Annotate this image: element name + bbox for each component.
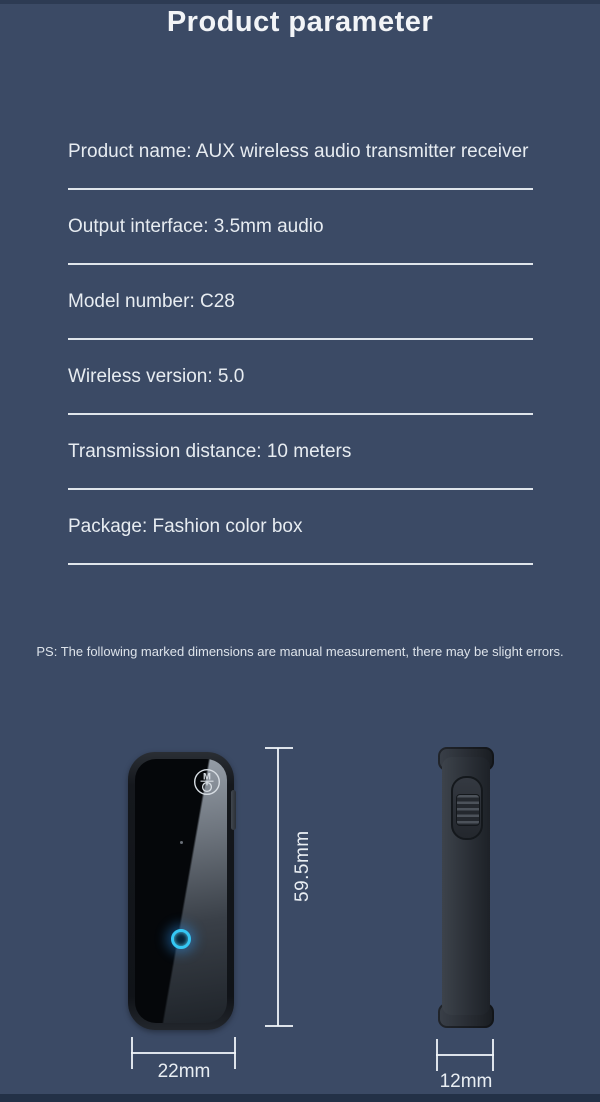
spec-row [68, 206, 533, 281]
spec-list [68, 131, 533, 581]
spec-row [68, 506, 533, 581]
device-front-face [135, 759, 227, 1023]
bottom-darker-strip [0, 1094, 600, 1102]
dimension-cap-top [265, 747, 293, 749]
height-dimension-label: 59.5mm [292, 830, 313, 902]
brand-logo-letter: M [203, 771, 211, 783]
spec-row [68, 131, 533, 206]
spec-underline [68, 263, 533, 265]
spec-row [68, 431, 533, 506]
ps-note: PS: The following marked dimensions are manual measurement, there may be slight errors. [36, 644, 564, 659]
spec-underline [68, 563, 533, 565]
page-title: Product parameter [166, 6, 434, 38]
clip-slider-ridges [456, 794, 480, 826]
clip-slider [451, 776, 483, 840]
device-front-image [128, 752, 234, 1030]
spec-underline [68, 488, 533, 490]
mic-hole [180, 841, 183, 844]
depth-dimension-line [436, 1054, 494, 1056]
spec-text: Product name: AUX wireless audio transmitter receiver [68, 141, 529, 162]
power-icon [203, 782, 212, 792]
brand-logo [193, 768, 221, 796]
height-dimension-line [277, 748, 279, 1026]
width-dimension-label: 22mm [157, 1061, 211, 1082]
spec-underline [68, 338, 533, 340]
spec-text: Wireless version: 5.0 [68, 366, 245, 387]
top-darker-strip [0, 0, 600, 4]
width-dimension-line [131, 1052, 236, 1054]
spec-row [68, 281, 533, 356]
spec-text: Output interface: 3.5mm audio [68, 216, 324, 237]
spec-text: Transmission distance: 10 meters [68, 441, 352, 462]
side-button [231, 790, 236, 830]
dimension-cap-bottom [265, 1025, 293, 1027]
device-side-body [442, 757, 490, 1015]
depth-dimension-label: 12mm [439, 1071, 493, 1092]
dimension-tick [234, 1037, 236, 1069]
spec-underline [68, 413, 533, 415]
dimension-tick [492, 1039, 494, 1071]
spec-row [68, 356, 533, 431]
spec-text: Package: Fashion color box [68, 516, 303, 537]
spec-underline [68, 188, 533, 190]
led-indicator-icon [171, 929, 191, 949]
spec-text: Model number: C28 [68, 291, 235, 312]
